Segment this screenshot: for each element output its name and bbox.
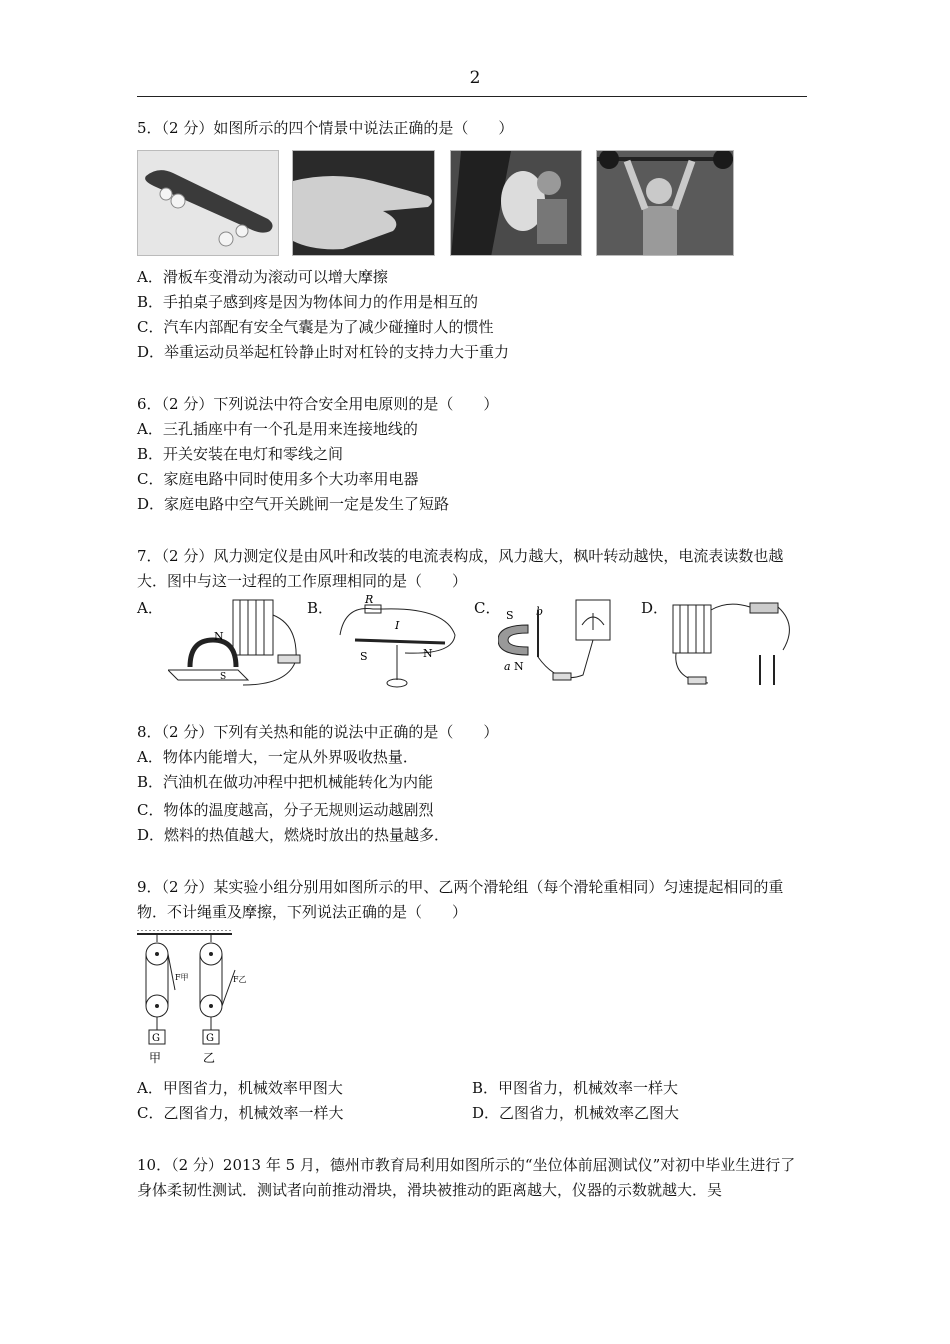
q7-stem: 7．（2 分）风力测定仪是由风叶和改装的电流表构成，风力越大，枫叶转动越快，电流表读数也越大．图中与这一过程的工作原理相同的是（ ） <box>137 547 784 590</box>
q6-stem: 6．（2 分）下列说法中符合安全用电原则的是（ ） <box>137 395 499 413</box>
q9-option-c: C．乙图省力，机械效率一样大 <box>137 1104 344 1122</box>
q6-option-c: C．家庭电路中同时使用多个大功率用电器 <box>137 470 419 488</box>
q9-g-left-text: G <box>152 1033 160 1044</box>
q7-figure-d <box>668 595 798 690</box>
q9-option-d: D．乙图省力，机械效率乙图大 <box>472 1104 680 1122</box>
q9-option-a: A．甲图省力，机械效率甲图大 <box>137 1079 343 1097</box>
q5-photo-weightlifter <box>596 150 734 256</box>
q7-figure-b <box>335 595 465 690</box>
q7-figure-a <box>168 595 308 690</box>
q8-option-d: D．燃料的热值越大，燃烧时放出的热量越多． <box>137 826 450 844</box>
q5-option-a: A．滑板车变滑动为滚动可以增大摩擦 <box>137 268 388 286</box>
q9-option-b: B．甲图省力，机械效率一样大 <box>472 1079 679 1097</box>
q5-option-b: B．手拍桌子感到疼是因为物体间力的作用是相互的 <box>137 293 479 311</box>
q7-c-n-text: N <box>514 660 524 673</box>
q8-stem: 8．（2 分）下列有关热和能的说法中正确的是（ ） <box>137 723 499 741</box>
q7-b-n-text: N <box>423 647 433 660</box>
q7-label-d: D． <box>641 599 669 617</box>
q7-c-b-text: b <box>536 605 544 618</box>
q10-stem: 10．（2 分）2013 年 5 月，德州市教育局利用如图所示的“坐位体前屈测试仪”对初中毕业生进行了身体柔韧性测试．测试者向前推动滑块，滑块被推动的距离越大，仪器的示数就越大．吴 <box>137 1156 796 1199</box>
q6-option-d: D．家庭电路中空气开关跳闸一定是发生了短路 <box>137 495 450 513</box>
q5-photo-airbag <box>450 150 582 256</box>
q9-g-right-text: G <box>206 1033 214 1044</box>
q9-f1-text: F甲 <box>175 973 189 982</box>
q9-label-right: 乙 <box>203 1051 216 1065</box>
q7-c-s-text: S <box>506 609 514 622</box>
q6-option-b: B．开关安装在电灯和零线之间 <box>137 445 344 463</box>
q9-label-left: 甲 <box>149 1051 162 1065</box>
header-rule <box>137 96 807 97</box>
q8-option-b: B．汽油机在做功冲程中把机械能转化为内能 <box>137 773 434 791</box>
q9-pulley-figure <box>137 930 257 1070</box>
q5-photo-hand <box>292 150 435 256</box>
q7-label-c: C． <box>474 599 501 617</box>
q7-label-b: B． <box>307 599 334 617</box>
q5-option-d: D．举重运动员举起杠铃静止时对杠铃的支持力大于重力 <box>137 343 510 361</box>
q7-c-a-text: a <box>504 660 511 673</box>
q5-stem: 5．（2 分）如图所示的四个情景中说法正确的是（ ） <box>137 119 514 137</box>
q7-a-n-text: N <box>214 630 224 643</box>
q9-stem: 9．（2 分）某实验小组分别用如图所示的甲、乙两个滑轮组（每个滑轮重相同）匀速提起相同的重物．不计绳重及摩擦，下列说法正确的是（ ） <box>137 878 784 921</box>
page-number: 2 <box>469 68 481 88</box>
q5-photo-skateboard <box>137 150 279 256</box>
q9-f2-text: F乙 <box>233 975 247 984</box>
q7-a-s-text: S <box>220 672 227 682</box>
q8-option-a: A．物体内能增大，一定从外界吸收热量． <box>137 748 418 766</box>
q7-figure-c <box>498 595 628 690</box>
q7-b-s-text: S <box>360 650 368 663</box>
q7-b-r-text: R <box>365 595 374 606</box>
q7-label-a: A． <box>137 599 163 617</box>
q6-option-a: A．三孔插座中有一个孔是用来连接地线的 <box>137 420 418 438</box>
q8-option-c: C．物体的温度越高，分子无规则运动越剧烈 <box>137 801 434 819</box>
q5-option-c: C．汽车内部配有安全气囊是为了减少碰撞时人的惯性 <box>137 318 494 336</box>
q7-b-i-text: I <box>395 619 400 632</box>
